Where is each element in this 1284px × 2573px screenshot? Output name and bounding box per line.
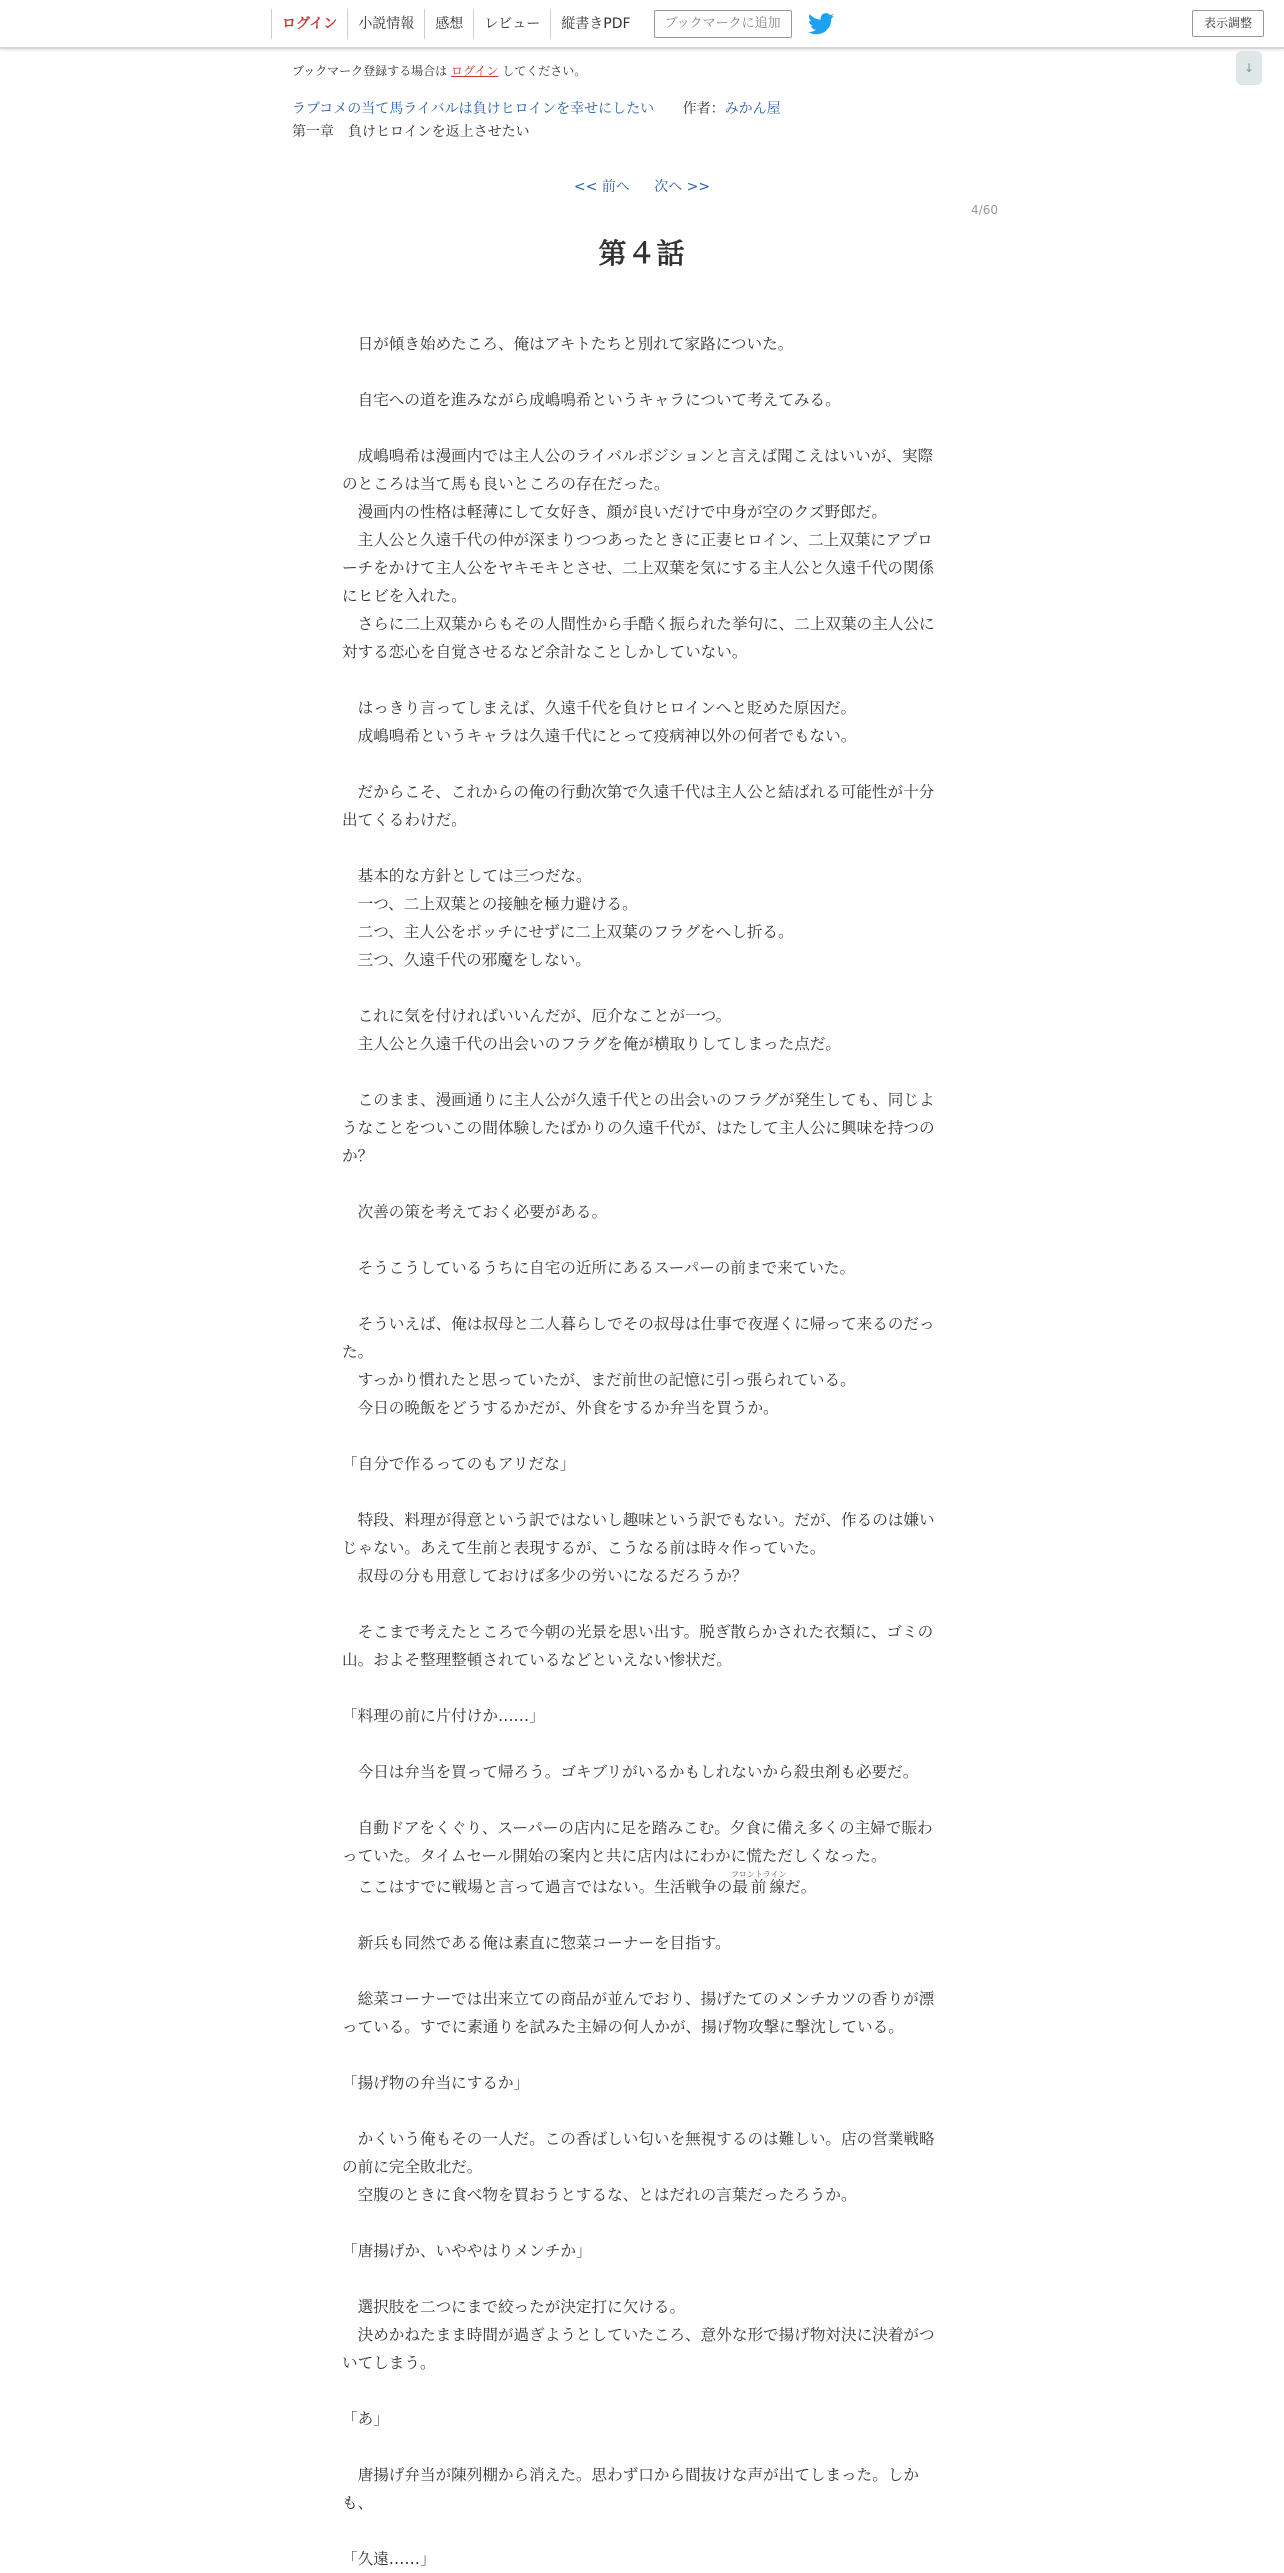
body-paragraph: 今日の晩飯をどうするかだが、外食をするか弁当を買うか。 bbox=[342, 1399, 779, 1417]
body-paragraph: 「料理の前に片付けか……」 bbox=[342, 1707, 545, 1725]
body-paragraph: 二つ、主人公をボッチにせずに二上双葉のフラグをへし折る。 bbox=[342, 923, 794, 941]
body-paragraph: 成嶋鳴希は漫画内では主人公のライバルポジションと言えば聞こえはいいが、実際のところは当て馬も良いところの存在だった。 bbox=[342, 447, 934, 493]
blank-line bbox=[342, 1478, 942, 1506]
body-paragraph: はっきり言ってしまえば、久遠千代を負けヒロインへと貶めた原因だ。 bbox=[342, 699, 857, 717]
nav-login-link[interactable]: ログイン bbox=[271, 9, 347, 39]
blank-line bbox=[342, 1422, 942, 1450]
body-paragraph: 成嶋鳴希というキャラは久遠千代にとって疫病神以外の何者でもない。 bbox=[342, 727, 857, 745]
blank-line bbox=[342, 666, 942, 694]
nav-novel-info-link[interactable]: 小説情報 bbox=[347, 9, 424, 39]
blank-line bbox=[342, 1674, 942, 1702]
blank-line bbox=[342, 358, 942, 386]
blank-line bbox=[342, 2377, 942, 2405]
blank-line bbox=[342, 974, 942, 1002]
login-note-suffix: してください。 bbox=[502, 64, 587, 78]
prev-episode-link[interactable]: << 前へ bbox=[573, 179, 630, 195]
novel-title-line bbox=[292, 98, 781, 118]
blank-line bbox=[342, 2209, 942, 2237]
body-paragraph: 次善の策を考えておく必要がある。 bbox=[342, 1203, 608, 1221]
chapter-title: 第一章 負けヒロインを返上させたい bbox=[292, 124, 530, 140]
body-paragraph: 選択肢を二つにまで絞ったが決定打に欠ける。 bbox=[342, 2298, 686, 2316]
body-paragraph: 「あ」 bbox=[342, 2410, 389, 2428]
body-paragraph: だからこそ、これからの俺の行動次第で久遠千代は主人公と結ばれる可能性が十分出てくるわけだ。 bbox=[342, 783, 935, 829]
blank-line bbox=[342, 2265, 942, 2293]
twitter-bird-icon[interactable] bbox=[808, 13, 834, 35]
ruby-annotation bbox=[730, 1870, 787, 1896]
scroll-down-arrow-icon[interactable]: ↓ bbox=[1236, 51, 1262, 85]
body-paragraph: 「揚げ物の弁当にするか」 bbox=[342, 2074, 530, 2092]
body-paragraph: 唐揚げ弁当が陳列棚から消えた。思わず口から間抜けな声が出てしまった。しかも、 bbox=[342, 2466, 919, 2512]
body-paragraph: 新兵も同然である俺は素直に惣菜コーナーを目指す。 bbox=[342, 1934, 731, 1952]
novel-body-text bbox=[342, 330, 942, 2573]
next-episode-link[interactable]: 次へ >> bbox=[654, 179, 711, 195]
nav-impressions-link[interactable]: 感想 bbox=[424, 9, 473, 39]
login-note-login-link[interactable]: ログイン bbox=[451, 64, 499, 78]
body-paragraph: すっかり慣れたと思っていたが、まだ前世の記憶に引っ張られている。 bbox=[342, 1371, 856, 1389]
body-paragraph: このまま、漫画通りに主人公が久遠千代との出会いのフラグが発生しても、同じようなことをついこの間体験したばかりの久遠千代が、はたして主人公に興味を持つのか？ bbox=[342, 1091, 935, 1165]
main-nav bbox=[271, 9, 834, 39]
blank-line bbox=[342, 2041, 942, 2069]
ruby-reading-text: フロントライン bbox=[730, 1870, 787, 1879]
blank-line bbox=[342, 750, 942, 778]
body-paragraph: 三つ、久遠千代の邪魔をしない。 bbox=[342, 951, 591, 969]
nav-review-link[interactable]: レビュー bbox=[473, 9, 550, 39]
episode-title: 第４話 bbox=[598, 237, 686, 270]
blank-line bbox=[342, 1226, 942, 1254]
body-paragraph: そこまで考えたところで今朝の光景を思い出す。脱ぎ散らかされた衣類に、ゴミの山。およそ整理整頓されているなどといえない惨状だ。 bbox=[342, 1623, 934, 1669]
blank-line bbox=[342, 1901, 942, 1929]
author-link[interactable]: みかん屋 bbox=[724, 101, 781, 117]
body-paragraph: 「久遠……」 bbox=[342, 2550, 436, 2568]
body-paragraph: 空腹のときに食べ物を買おうとするな、とはだれの言葉だったろうか。 bbox=[342, 2186, 857, 2204]
body-paragraph: かくいう俺もその一人だ。この香ばしい匂いを無視するのは難しい。店の営業戦略の前に完全敗北だ。 bbox=[342, 2130, 935, 2176]
body-paragraph: 特段、料理が得意という訳ではないし趣味という訳でもない。だが、作るのは嫌いじゃない。あえて生前と表現するが、こうなる前は時々作っていた。 bbox=[342, 1511, 935, 1557]
display-settings-button[interactable]: 表示調整 bbox=[1192, 10, 1264, 37]
episode-page-count: 4/60 bbox=[971, 203, 998, 217]
blank-line bbox=[342, 1786, 942, 1814]
episode-pager bbox=[0, 176, 1284, 196]
top-navigation-bar bbox=[0, 0, 1284, 49]
login-note-prefix: ブックマーク登録する場合は bbox=[292, 64, 448, 78]
blank-line bbox=[342, 414, 942, 442]
novel-title-link[interactable]: ラブコメの当て馬ライバルは負けヒロインを幸せにしたい bbox=[292, 101, 655, 117]
body-paragraph: 基本的な方針としては三つだな。 bbox=[342, 867, 592, 885]
author-label: 作者： bbox=[682, 101, 725, 117]
blank-line bbox=[342, 1170, 942, 1198]
body-paragraph: そういえば、俺は叔母と二人暮らしでその叔母は仕事で夜遅くに帰って来るのだった。 bbox=[342, 1315, 935, 1361]
ruby-base-text: 最前線 bbox=[730, 1878, 787, 1896]
blank-line bbox=[342, 834, 942, 862]
body-paragraph: 自宅への道を進みながら成嶋鳴希というキャラについて考えてみる。 bbox=[342, 391, 841, 409]
blank-line bbox=[342, 1590, 942, 1618]
ruby-line-prefix: ここはすでに戦場と言って過言ではない。生活戦争の bbox=[342, 1878, 733, 1896]
blank-line bbox=[342, 2097, 942, 2125]
blank-line bbox=[342, 1058, 942, 1086]
body-paragraph: 日が傾き始めたころ、俺はアキトたちと別れて家路についた。 bbox=[342, 335, 794, 353]
body-paragraph: 叔母の分も用意しておけば多少の労いになるだろうか？ bbox=[342, 1567, 748, 1585]
bookmark-login-note bbox=[292, 62, 586, 79]
body-paragraph: 自動ドアをくぐり、スーパーの店内に足を踏みこむ。夕食に備え多くの主婦で賑わっていた。タイムセール開始の案内と共に店内はにわかに慌ただしくなった。 bbox=[342, 1819, 933, 1865]
body-paragraph: 今日は弁当を買って帰ろう。ゴキブリがいるかもしれないから殺虫剤も必要だ。 bbox=[342, 1763, 919, 1781]
body-paragraph: 「唐揚げか、いややはりメンチか」 bbox=[342, 2242, 592, 2260]
body-paragraph: 主人公と久遠千代の出会いのフラグを俺が横取りしてしまった点だ。 bbox=[342, 1035, 842, 1053]
blank-line bbox=[342, 2517, 942, 2545]
body-paragraph: 漫画内の性格は軽薄にして女好き、顔が良いだけで中身が空のクズ野郎だ。 bbox=[342, 503, 888, 521]
body-paragraph: これに気を付ければいいんだが、厄介なことが一つ。 bbox=[342, 1007, 732, 1025]
bookmark-add-button[interactable]: ブックマークに追加 bbox=[654, 10, 792, 38]
body-paragraph: 主人公と久遠千代の仲が深まりつつあったときに正妻ヒロイン、二上双葉にアプローチをかけて主人公をヤキモキとさせ、二上双葉を気にする主人公と久遠千代の関係にヒビを入れた。 bbox=[342, 531, 935, 605]
body-paragraph: さらに二上双葉からもその人間性から手酷く振られた挙句に、二上双葉の主人公に対する恋心を自覚させるなど余計なことしかしていない。 bbox=[342, 615, 935, 661]
body-paragraph: そうこうしているうちに自宅の近所にあるスーパーの前まで来ていた。 bbox=[342, 1259, 856, 1277]
blank-line bbox=[342, 2433, 942, 2461]
nav-vertical-pdf-link[interactable]: 縦書きPDF bbox=[550, 9, 640, 39]
body-paragraph: 「自分で作るってのもアリだな」 bbox=[342, 1455, 576, 1473]
ruby-line-suffix: だ。 bbox=[785, 1878, 817, 1896]
blank-line bbox=[342, 1957, 942, 1985]
body-paragraph: 決めかねたまま時間が過ぎようとしていたころ、意外な形で揚げ物対決に決着がついてしまう。 bbox=[342, 2326, 935, 2372]
body-paragraph-ruby bbox=[342, 1870, 942, 1901]
body-paragraph: 総菜コーナーでは出来立ての商品が並んでおり、揚げたてのメンチカツの香りが漂っている。すでに素通りを試みた主婦の何人かが、揚げ物攻撃に撃沈している。 bbox=[342, 1990, 935, 2036]
blank-line bbox=[342, 1282, 942, 1310]
blank-line bbox=[342, 1730, 942, 1758]
body-paragraph: 一つ、二上双葉との接触を極力避ける。 bbox=[342, 895, 638, 913]
